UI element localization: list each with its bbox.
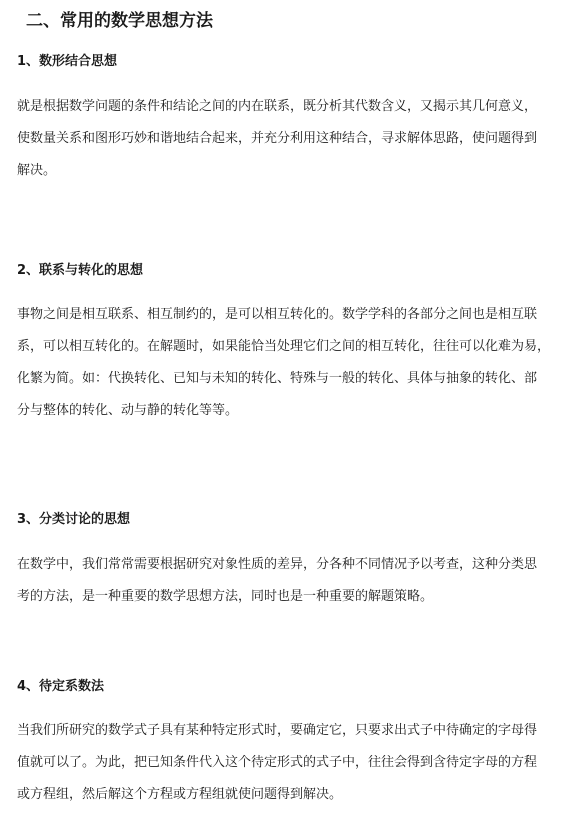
paragraph-line: 使数量关系和图形巧妙和谐地结合起来，并充分利用这种结合，寻求解体思路，使问题得到 xyxy=(17,131,538,146)
section-heading: 4、待定系数法 xyxy=(17,679,105,694)
document-title: 二、常用的数学思想方法 xyxy=(26,11,213,31)
paragraph-line: 就是根据数学问题的条件和结论之间的内在联系，既分析其代数含义，又揭示其几何意义， xyxy=(17,99,538,114)
paragraph-line: 事物之间是相互联系、相互制约的，是可以相互转化的。数学学科的各部分之间也是相互联 xyxy=(17,307,538,322)
section-body xyxy=(17,549,577,613)
section-connection-transformation xyxy=(17,261,577,427)
section-number-shape-combination xyxy=(17,52,577,187)
section-heading: 1、数形结合思想 xyxy=(17,54,118,69)
section-heading: 2、联系与转化的思想 xyxy=(17,263,144,278)
paragraph-line: 值就可以了。为此，把已知条件代入这个待定形式的式子中，往往会得到含待定字母的方程 xyxy=(17,755,538,770)
section-heading: 3、分类讨论的思想 xyxy=(17,512,131,527)
section-undetermined-coefficients xyxy=(17,677,577,811)
paragraph-line: 系，可以相互转化的。在解题时，如果能恰当处理它们之间的相互转化，往往可以化难为易， xyxy=(17,339,551,354)
paragraph-line: 在数学中，我们常常需要根据研究对象性质的差异，分各种不同情况予以考查，这种分类思 xyxy=(17,557,538,572)
section-classification-discussion xyxy=(17,510,577,613)
paragraph-line: 或方程组，然后解这个方程或方程组就使问题得到解决。 xyxy=(17,787,343,802)
paragraph-line: 解决。 xyxy=(17,163,57,178)
section-body xyxy=(17,299,577,427)
paragraph-line: 化繁为简。如：代换转化、已知与未知的转化、特殊与一般的转化、具体与抽象的转化、部 xyxy=(17,371,538,386)
section-body xyxy=(17,91,577,187)
paragraph-line: 考的方法，是一种重要的数学思想方法，同时也是一种重要的解题策略。 xyxy=(17,589,434,604)
paragraph-line: 当我们所研究的数学式子具有某种特定形式时，要确定它，只要求出式子中待确定的字母得 xyxy=(17,723,538,738)
section-body xyxy=(17,715,577,811)
paragraph-line: 分与整体的转化、动与静的转化等等。 xyxy=(17,403,239,418)
